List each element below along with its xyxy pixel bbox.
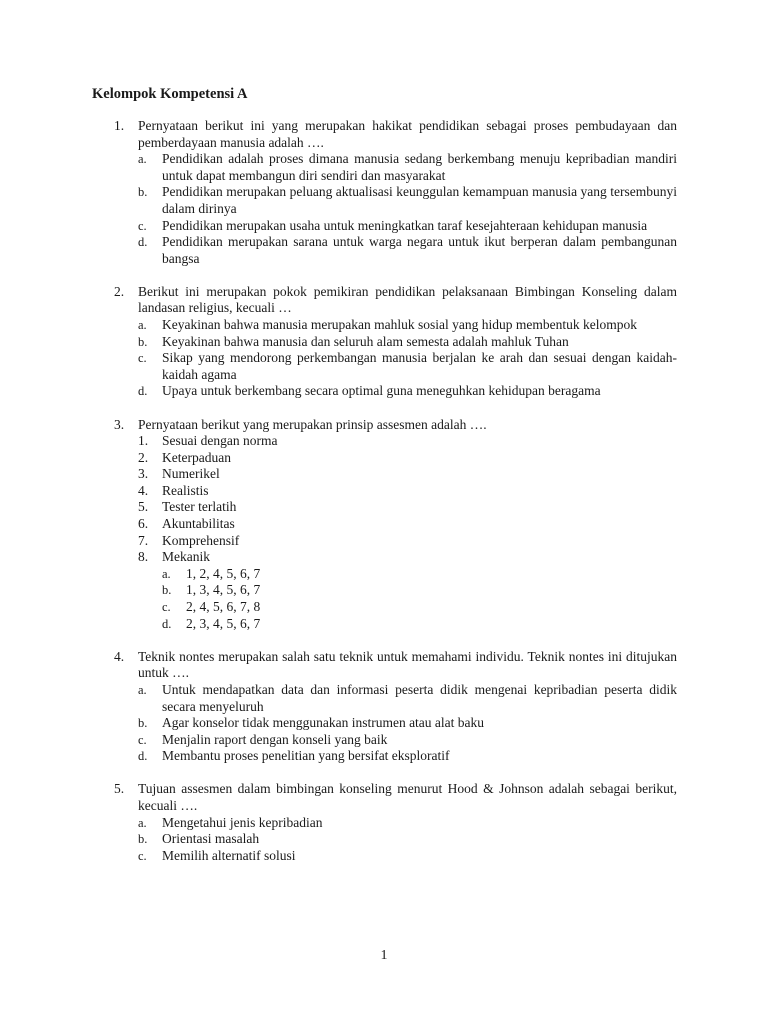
option-text: Menjalin raport dengan konseli yang baik [162, 731, 388, 747]
question-text: Tujuan assesmen dalam bimbingan konseling menurut Hood & Johnson adalah sebagai berikut, kecuali …. [138, 781, 677, 813]
question-text: Pernyataan berikut ini yang merupakan hakikat pendidikan sebagai proses pembudayaan dan pemberdayaan manusia adalah …. [138, 118, 677, 150]
question [92, 417, 677, 633]
list-item [138, 499, 677, 516]
answer-option [138, 317, 677, 334]
list-item [138, 433, 677, 450]
page-number: 1 [380, 948, 388, 963]
option-letter: a. [138, 152, 147, 167]
option-letter: b. [138, 716, 148, 731]
list-item [138, 483, 677, 500]
option-letter: d. [138, 749, 148, 764]
item-text: Sesuai dengan norma [162, 433, 278, 449]
item-text: Akuntabilitas [162, 516, 235, 532]
option-letter: c. [138, 848, 147, 863]
option-letter: a. [162, 566, 171, 581]
answer-option [138, 848, 677, 865]
option-text: Agar konselor tidak menggunakan instrumen atau alat baku [162, 715, 485, 731]
list-item [138, 533, 677, 550]
option-text: Upaya untuk berkembang secara optimal guna meneguhkan kehidupan beragama [162, 383, 601, 399]
section-heading: Kelompok Kompetensi A [92, 86, 248, 102]
option-letter: c. [162, 600, 171, 615]
answer-option [138, 831, 677, 848]
option-letter: d. [162, 616, 172, 631]
option-letter: d. [138, 235, 148, 250]
answer-options [138, 566, 677, 632]
option-text: Untuk mendapatkan data dan informasi peserta didik mengenai kepribadian peserta didik secara menyeluruh [162, 681, 677, 714]
question-number: 4. [114, 648, 125, 664]
option-letter: c. [138, 218, 147, 233]
option-text: 2, 4, 5, 6, 7, 8 [186, 599, 261, 615]
item-number: 6. [138, 516, 149, 532]
option-letter: d. [138, 384, 148, 399]
item-number: 2. [138, 449, 149, 465]
option-text: Memilih alternatif solusi [162, 847, 296, 863]
item-text: Mekanik [162, 549, 210, 565]
item-number: 8. [138, 549, 149, 565]
answer-option [162, 616, 677, 633]
answer-option [138, 350, 677, 383]
item-number: 5. [138, 499, 149, 515]
option-letter: b. [138, 334, 148, 349]
question-text: Berikut ini merupakan pokok pemikiran pendidikan pelaksanaan Bimbingan Konseling dalam landasan religius, kecuali … [138, 283, 677, 316]
option-text: Keyakinan bahwa manusia merupakan mahluk sosial yang hidup membentuk kelompok [162, 317, 638, 333]
question-number: 1. [114, 118, 125, 133]
answer-option [138, 732, 677, 749]
item-number: 7. [138, 532, 149, 548]
option-text: Membantu proses penelitian yang bersifat eksploratif [162, 748, 450, 764]
question-number: 2. [114, 283, 125, 299]
option-letter: a. [138, 682, 147, 697]
answer-option [138, 682, 677, 715]
answer-option [138, 383, 677, 400]
list-item [138, 466, 677, 483]
list-item [138, 549, 677, 566]
option-text: Mengetahui jenis kepribadian [162, 814, 323, 830]
option-letter: b. [138, 185, 148, 200]
question-text: Teknik nontes merupakan salah satu teknik untuk memahami individu. Teknik nontes ini ditujukan untuk …. [138, 648, 677, 681]
question [92, 649, 677, 765]
option-text: Orientasi masalah [162, 831, 260, 847]
answer-option [162, 599, 677, 616]
item-text: Realistis [162, 482, 209, 498]
option-text: Pendidikan merupakan usaha untuk meningkatkan taraf kesejahteraan kehidupan manusia [162, 217, 648, 233]
option-text: Keyakinan bahwa manusia dan seluruh alam semesta adalah mahluk Tuhan [162, 333, 569, 349]
option-text: 1, 2, 4, 5, 6, 7 [186, 565, 261, 581]
question [92, 284, 677, 400]
option-letter: c. [138, 351, 147, 366]
question [92, 118, 677, 267]
option-text: Sikap yang mendorong perkembangan manusia berjalan ke arah dan sesuai dengan kaidah-kaidah agama [162, 350, 677, 382]
item-number: 1. [138, 433, 149, 449]
item-text: Tester terlatih [162, 499, 237, 515]
option-text: 2, 3, 4, 5, 6, 7 [186, 615, 261, 631]
answer-option [138, 334, 677, 351]
question-list [92, 118, 677, 881]
answer-option [138, 218, 677, 235]
question-number: 5. [114, 781, 125, 797]
item-text: Numerikel [162, 466, 220, 482]
answer-option [138, 234, 677, 267]
answer-option [138, 151, 677, 184]
item-number: 3. [138, 466, 149, 482]
option-letter: a. [138, 318, 147, 333]
answer-option [162, 582, 677, 599]
item-number: 4. [138, 482, 149, 498]
question [92, 781, 677, 864]
option-text: 1, 3, 4, 5, 6, 7 [186, 582, 261, 598]
option-letter: c. [138, 732, 147, 747]
answer-option [138, 184, 677, 217]
answer-option [138, 815, 677, 832]
question-text: Pernyataan berikut yang merupakan prinsip assesmen adalah …. [138, 416, 487, 432]
answer-option [138, 748, 677, 765]
item-text: Komprehensif [162, 532, 240, 548]
option-letter: b. [138, 832, 148, 847]
item-text: Keterpaduan [162, 449, 231, 465]
answer-option [162, 566, 677, 583]
option-text: Pendidikan merupakan sarana untuk warga negara untuk ikut berperan dalam pembangunan bangsa [162, 234, 677, 266]
question-number: 3. [114, 416, 125, 432]
list-item [138, 450, 677, 467]
list-item [138, 516, 677, 533]
option-letter: b. [162, 583, 172, 598]
answer-option [138, 715, 677, 732]
option-text: Pendidikan merupakan peluang aktualisasi keunggulan kemampuan manusia yang tersembunyi dalam dirinya [162, 184, 677, 216]
option-letter: a. [138, 815, 147, 830]
option-text: Pendidikan adalah proses dimana manusia sedang berkembang menuju kepribadian mandiri untuk dapat membangun diri sendiri dan masyarakat [162, 151, 677, 183]
